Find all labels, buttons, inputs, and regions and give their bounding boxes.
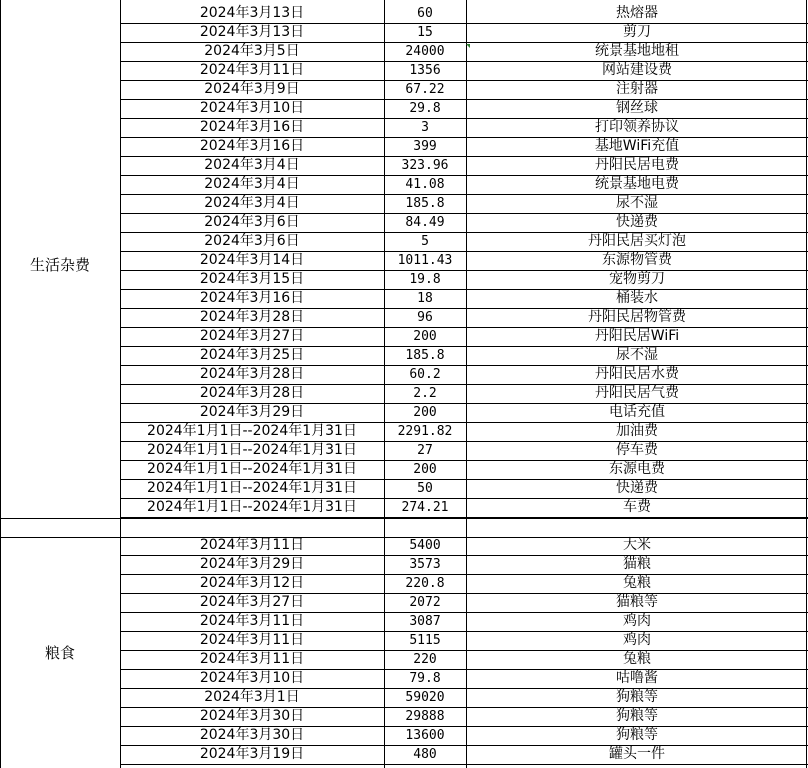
date-cell[interactable]: 2024年3月15日 bbox=[199, 271, 305, 287]
item-cell[interactable]: 丹阳民居水费 bbox=[595, 366, 679, 382]
item-cell[interactable]: 打印领养协议 bbox=[595, 119, 679, 135]
date-cell[interactable]: 2024年3月28日 bbox=[199, 385, 305, 401]
item-cell[interactable]: 咕噜酱 bbox=[616, 670, 658, 686]
date-cell[interactable]: 2024年1月1日--2024年1月31日 bbox=[147, 480, 357, 496]
row-border bbox=[120, 764, 808, 765]
item-cell[interactable]: 车费 bbox=[623, 499, 651, 515]
amount-cell[interactable]: 5 bbox=[421, 234, 429, 249]
date-cell[interactable]: 2024年3月11日 bbox=[199, 613, 305, 629]
date-cell[interactable]: 2024年1月1日--2024年1月31日 bbox=[147, 423, 357, 439]
date-cell[interactable]: 2024年3月1日 bbox=[204, 689, 300, 705]
amount-cell[interactable]: 60.2 bbox=[409, 367, 441, 382]
date-cell[interactable]: 2024年3月4日 bbox=[204, 157, 300, 173]
amount-cell[interactable]: 13600 bbox=[405, 728, 445, 743]
date-cell[interactable]: 2024年3月11日 bbox=[199, 62, 305, 78]
date-cell[interactable]: 2024年3月4日 bbox=[204, 195, 300, 211]
item-cell[interactable]: 尿不湿 bbox=[616, 195, 658, 211]
item-cell[interactable]: 丹阳民居WiFi bbox=[594, 328, 680, 344]
amount-cell[interactable]: 18 bbox=[417, 291, 433, 306]
amount-cell[interactable]: 3 bbox=[421, 120, 429, 135]
date-cell[interactable]: 2024年3月30日 bbox=[199, 727, 305, 743]
amount-cell[interactable]: 5115 bbox=[409, 633, 441, 648]
date-cell[interactable]: 2024年3月12日 bbox=[199, 575, 305, 591]
amount-cell[interactable]: 59020 bbox=[405, 690, 445, 705]
category-cell-food[interactable]: 粮食 bbox=[44, 644, 75, 662]
row-border bbox=[120, 517, 808, 518]
item-cell[interactable]: 猫粮等 bbox=[616, 594, 658, 610]
amount-cell[interactable]: 96 bbox=[417, 310, 433, 325]
amount-cell[interactable]: 50 bbox=[417, 481, 433, 496]
date-cell[interactable]: 2024年3月28日 bbox=[199, 366, 305, 382]
amount-cell[interactable]: 2.2 bbox=[413, 386, 437, 401]
item-cell[interactable]: 热熔器 bbox=[616, 5, 658, 21]
amount-cell[interactable]: 60 bbox=[417, 6, 433, 21]
amount-cell[interactable]: 41.08 bbox=[405, 177, 445, 192]
item-cell[interactable]: 基地WiFi充值 bbox=[594, 138, 680, 154]
amount-cell[interactable]: 323.96 bbox=[401, 158, 449, 173]
item-cell[interactable]: 丹阳民居物管费 bbox=[588, 309, 686, 325]
item-cell[interactable]: 兔粮 bbox=[623, 575, 651, 591]
amount-cell[interactable]: 19.8 bbox=[409, 272, 441, 287]
date-cell[interactable]: 2024年3月29日 bbox=[199, 404, 305, 420]
amount-cell[interactable]: 1011.43 bbox=[397, 253, 453, 268]
item-cell[interactable]: 猫粮 bbox=[623, 556, 651, 572]
item-cell[interactable]: 网站建设费 bbox=[602, 62, 672, 78]
item-cell[interactable]: 丹阳民居气费 bbox=[595, 385, 679, 401]
item-cell[interactable]: 剪刀 bbox=[623, 24, 651, 40]
item-cell[interactable]: 丹阳民居买灯泡 bbox=[588, 233, 686, 249]
item-cell[interactable]: 狗粮等 bbox=[616, 708, 658, 724]
item-cell[interactable]: 快递费 bbox=[616, 480, 658, 496]
amount-cell[interactable]: 185.8 bbox=[405, 196, 445, 211]
amount-cell[interactable]: 24000 bbox=[405, 44, 445, 59]
item-cell[interactable]: 停车费 bbox=[616, 442, 658, 458]
date-cell[interactable]: 2024年3月9日 bbox=[204, 81, 300, 97]
amount-cell[interactable]: 200 bbox=[413, 462, 437, 477]
comment-indicator-icon bbox=[466, 44, 470, 48]
date-cell[interactable]: 2024年3月16日 bbox=[199, 138, 305, 154]
item-cell[interactable]: 狗粮等 bbox=[616, 727, 658, 743]
amount-cell[interactable]: 3573 bbox=[409, 557, 441, 572]
date-cell[interactable]: 2024年3月13日 bbox=[199, 24, 305, 40]
date-cell[interactable]: 2024年3月19日 bbox=[199, 746, 305, 762]
amount-cell[interactable]: 200 bbox=[413, 329, 437, 344]
amount-cell[interactable]: 15 bbox=[417, 25, 433, 40]
date-cell[interactable]: 2024年3月5日 bbox=[204, 43, 300, 59]
date-cell[interactable]: 2024年3月25日 bbox=[199, 347, 305, 363]
date-cell[interactable]: 2024年3月13日 bbox=[199, 5, 305, 21]
date-cell[interactable]: 2024年3月30日 bbox=[199, 708, 305, 724]
date-cell[interactable]: 2024年1月1日--2024年1月31日 bbox=[147, 442, 357, 458]
amount-cell[interactable]: 200 bbox=[413, 405, 437, 420]
amount-cell[interactable]: 399 bbox=[413, 139, 437, 154]
date-cell[interactable]: 2024年3月27日 bbox=[199, 328, 305, 344]
item-cell[interactable]: 宠物剪刀 bbox=[609, 271, 665, 287]
date-cell[interactable]: 2024年3月10日 bbox=[199, 100, 305, 116]
amount-cell[interactable]: 29.8 bbox=[409, 101, 441, 116]
item-cell[interactable]: 桶装水 bbox=[616, 290, 658, 306]
date-cell[interactable]: 2024年3月6日 bbox=[204, 214, 300, 230]
date-cell[interactable]: 2024年3月16日 bbox=[199, 119, 305, 135]
item-cell[interactable]: 统景基地地租 bbox=[595, 43, 679, 59]
amount-cell[interactable]: 84.49 bbox=[405, 215, 445, 230]
item-cell[interactable]: 快递费 bbox=[616, 214, 658, 230]
date-cell[interactable]: 2024年3月10日 bbox=[199, 670, 305, 686]
date-cell[interactable]: 2024年3月11日 bbox=[199, 651, 305, 667]
amount-cell[interactable]: 79.8 bbox=[409, 671, 441, 686]
item-cell[interactable]: 钢丝球 bbox=[616, 100, 658, 116]
item-cell[interactable]: 统景基地电费 bbox=[595, 176, 679, 192]
section-border bbox=[0, 518, 808, 519]
date-cell[interactable]: 2024年3月14日 bbox=[199, 252, 305, 268]
amount-cell[interactable]: 5400 bbox=[409, 538, 441, 553]
item-cell[interactable]: 狗粮等 bbox=[616, 689, 658, 705]
date-cell[interactable]: 2024年3月11日 bbox=[199, 537, 305, 553]
date-cell[interactable]: 2024年3月4日 bbox=[204, 176, 300, 192]
item-cell[interactable]: 大米 bbox=[623, 537, 651, 553]
item-cell[interactable]: 兔粮 bbox=[623, 651, 651, 667]
date-cell[interactable]: 2024年3月28日 bbox=[199, 309, 305, 325]
amount-cell[interactable]: 67.22 bbox=[405, 82, 445, 97]
date-cell[interactable]: 2024年3月16日 bbox=[199, 290, 305, 306]
item-cell[interactable]: 加油费 bbox=[616, 423, 658, 439]
amount-cell[interactable]: 29888 bbox=[405, 709, 445, 724]
item-cell[interactable]: 东源物管费 bbox=[602, 252, 672, 268]
date-cell[interactable]: 2024年3月11日 bbox=[199, 632, 305, 648]
date-cell[interactable]: 2024年3月27日 bbox=[199, 594, 305, 610]
amount-cell[interactable]: 480 bbox=[413, 747, 437, 762]
amount-cell[interactable]: 2072 bbox=[409, 595, 441, 610]
item-cell[interactable]: 尿不湿 bbox=[616, 347, 658, 363]
category-cell-living-expenses[interactable]: 生活杂费 bbox=[29, 256, 90, 274]
amount-cell[interactable]: 185.8 bbox=[405, 348, 445, 363]
date-cell[interactable]: 2024年3月29日 bbox=[199, 556, 305, 572]
item-cell[interactable]: 罐头一件 bbox=[609, 746, 665, 762]
date-cell[interactable]: 2024年1月1日--2024年1月31日 bbox=[147, 499, 357, 515]
amount-cell[interactable]: 1356 bbox=[409, 63, 441, 78]
item-cell[interactable]: 东源电费 bbox=[609, 461, 665, 477]
item-cell[interactable]: 电话充值 bbox=[609, 404, 665, 420]
amount-cell[interactable]: 2291.82 bbox=[397, 424, 453, 439]
item-cell[interactable]: 鸡肉 bbox=[623, 632, 651, 648]
item-cell[interactable]: 注射器 bbox=[616, 81, 658, 97]
amount-cell[interactable]: 220.8 bbox=[405, 576, 445, 591]
item-cell[interactable]: 丹阳民居电费 bbox=[595, 157, 679, 173]
amount-cell[interactable]: 3087 bbox=[409, 614, 441, 629]
amount-cell[interactable]: 220 bbox=[413, 652, 437, 667]
item-cell[interactable]: 鸡肉 bbox=[623, 613, 651, 629]
date-cell[interactable]: 2024年3月6日 bbox=[204, 233, 300, 249]
amount-cell[interactable]: 274.21 bbox=[401, 500, 449, 515]
amount-cell[interactable]: 27 bbox=[417, 443, 433, 458]
date-cell[interactable]: 2024年1月1日--2024年1月31日 bbox=[147, 461, 357, 477]
